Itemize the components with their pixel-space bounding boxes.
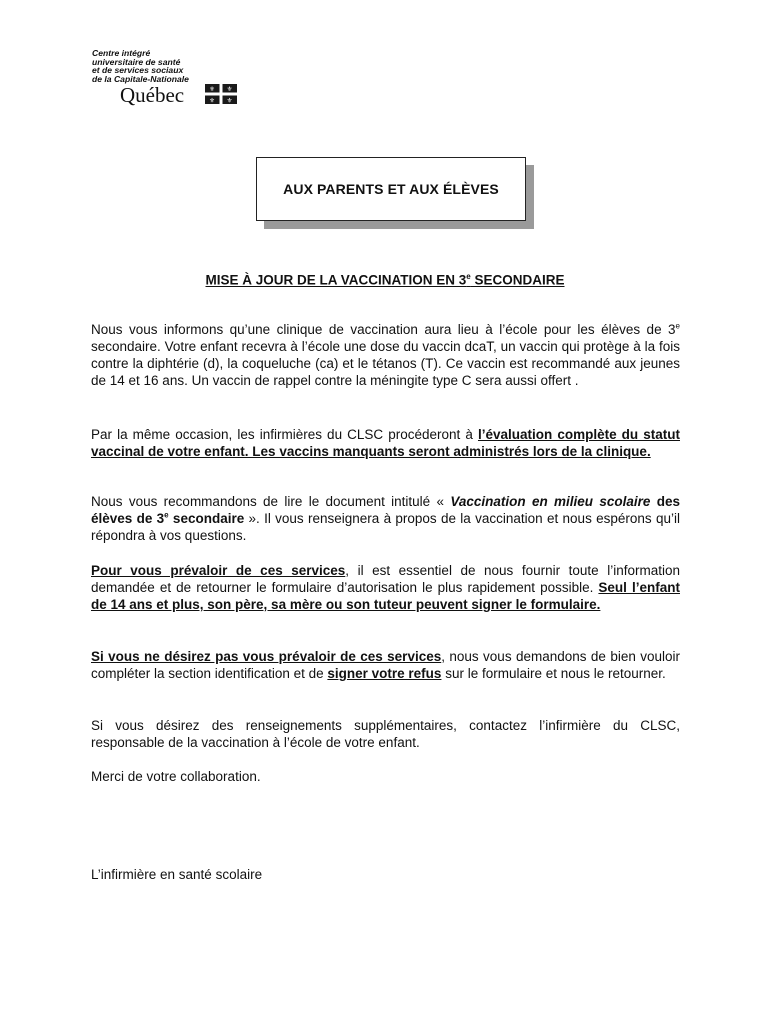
emphasized-text: Pour vous prévaloir de ces services xyxy=(91,563,346,578)
paragraph-text: , il est essentiel de nous fournir toute l’information demandée et de retourner le formulaire d’autorisation le plus rapidement possible. xyxy=(91,563,680,595)
paragraph-clinic-info xyxy=(91,321,680,389)
paragraph-text: , nous vous demandons de bien vouloir compléter la section identification et de xyxy=(91,649,681,681)
document-title-reference: des élèves de 3 xyxy=(91,494,680,526)
logo-line: et de services sociaux xyxy=(92,65,184,76)
paragraph-text: secondaire. Votre enfant recevra à l’école une dose du vaccin dcaT, un vaccin qui protège à la fois contre la diphtérie (d), la coqueluche (ca) et le tétanos (T). Ce vaccin est recommandé aux jeunes de 14 et 16 ans. Un vaccin de rappel contre la méningite type C sera aussi offert . xyxy=(91,339,680,388)
logo-line: de la Capitale-Nationale xyxy=(92,73,189,84)
paragraph-refusal-instructions xyxy=(91,648,680,682)
emphasized-text: Si vous ne désirez pas vous prévaloir de ces services xyxy=(91,649,442,664)
emphasized-text: l’évaluation complète du statut vaccinal de votre enfant. Les vaccins manquants seront administrés lors de la clinique. xyxy=(91,427,680,459)
quebec-flag-icon xyxy=(205,84,237,104)
signature-line: L’infirmière en santé scolaire xyxy=(91,867,263,882)
paragraph-text: sur le formulaire et nous le retourner. xyxy=(441,666,666,681)
svg-text:⚜: ⚜ xyxy=(226,85,233,94)
logo-quebec-wordmark: Québec xyxy=(120,83,185,107)
svg-text:⚜: ⚜ xyxy=(209,96,215,104)
paragraph-text: ». Il vous renseignera à propos de la vaccination et nous espérons qu’il répondra à vos questions. xyxy=(91,511,680,543)
subject-text: MISE À JOUR DE LA VACCINATION EN 3 xyxy=(205,272,467,288)
document-subject xyxy=(0,272,770,288)
paragraph-text: Nous vous recommandons de lire le document intitulé « xyxy=(91,494,451,509)
paragraph-document-recommendation xyxy=(91,493,680,544)
logo-line: Centre intégré xyxy=(92,48,151,58)
logo-line: universitaire de santé xyxy=(92,56,181,67)
subject-superscript: e xyxy=(466,272,471,281)
subject-text-end: SECONDAIRE xyxy=(470,272,565,288)
paragraph-contact-info: Si vous désirez des renseignements supplémentaires, contactez l’infirmière du CLSC, responsable de la vaccination à l’école de votre enfant. xyxy=(91,718,680,750)
document-title-reference: Vaccination en milieu scolaire xyxy=(450,494,651,509)
logo-organization-name xyxy=(92,49,242,83)
svg-text:⚜: ⚜ xyxy=(226,96,233,104)
paragraph-text: Nous vous informons qu’une clinique de vaccination aura lieu à l’école pour les élèves de 3 xyxy=(91,322,676,337)
paragraph-thanks: Merci de votre collaboration. xyxy=(91,769,261,784)
paragraph-consent-instructions xyxy=(91,562,680,613)
emphasized-text: signer votre refus xyxy=(327,666,442,681)
paragraph-text: Par la même occasion, les infirmières du CLSC procéderont à xyxy=(91,427,478,442)
emphasized-text: Seul l’enfant de 14 ans et plus, son père, sa mère ou son tuteur peuvent signer le formulaire. xyxy=(91,580,680,612)
superscript: e xyxy=(675,321,680,331)
paragraph-vaccination-status xyxy=(91,426,680,460)
svg-text:⚜: ⚜ xyxy=(209,85,215,94)
document-title-box: AUX PARENTS ET AUX ÉLÈVES xyxy=(256,157,526,221)
superscript: e xyxy=(164,510,169,520)
ciusss-logo xyxy=(92,49,242,109)
document-title-reference: secondaire xyxy=(168,511,245,526)
